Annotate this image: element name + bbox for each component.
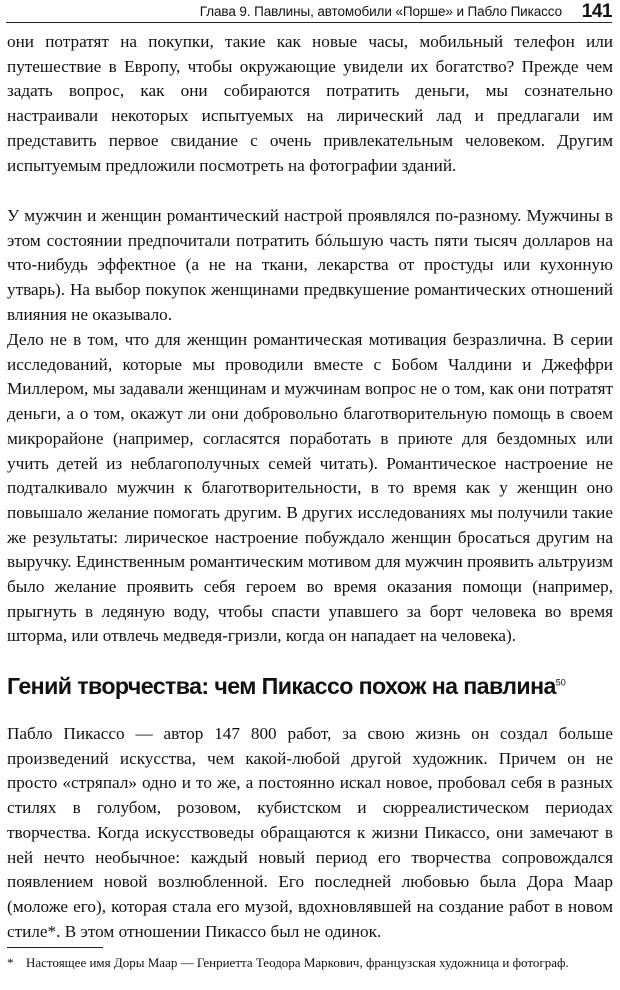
paragraph: они потратят на покупки, такие как новые часы, мобильный телефон или путешествие в Европу, чтобы окружающие увидели их богатство? Прежде чем задать вопрос, как они собираются потратить деньги, мы сознательно настраивали некоторых испытуемых на лирический лад и предлагали им представить первое свидание с очень привлекательным человеком. Другим испытуемым предложили посмотреть на фотографии зданий. — [7, 32, 613, 175]
paragraph: У мужчин и женщин романтический настрой проявлялся по-разному. Мужчины в этом состоянии предпочитали потратить бóльшую часть пяти тысяч долларов на что-нибудь эффектное (а не на ткани, лекарства от простуды или кухонную утварь). На выбор покупок женщинами предвкушение романтических отношений влияния не оказывало. — [7, 206, 613, 324]
footnote — [7, 955, 610, 972]
footnote-divider — [7, 947, 103, 948]
footnote-text: Настоящее имя Доры Маар — Генриетта Теодора Маркович, французская художница и фотограф. — [26, 955, 569, 970]
running-header — [6, 2, 612, 23]
paragraph: Пабло Пикассо — автор 147 800 работ, за свою жизнь он создал больше произведений искусства, чем какой-любой другой художник. Причем он не просто «стряпал» одно и то же, а постоянно искал новое, пробовал себя в разных стилях в голубом, розовом, кубистском и сюрреалистическом периодах творчества. Когда искусствоведы обращаются к жизни Пикассо, они замечают в ней нечто необычное: каждый новый период его творчества сопровождался появлением новой возлюбленной. Его последней любовью была Дора Маар (моложе его), которая стала его музой, вдохновлявшей на создание работ в новом стиле*. В этом отношении Пикассо был не одинок. — [7, 724, 613, 941]
footnote-marker: * — [7, 955, 14, 970]
page-number: 141 — [581, 1, 612, 22]
chapter-title: Глава 9. Павлины, автомобили «Порше» и Пабло Пикассо — [199, 4, 562, 19]
section-heading-text: Гений творчества: чем Пикассо похож на павлина — [7, 673, 556, 699]
section-heading — [7, 673, 613, 700]
paragraph: Дело не в том, что для женщин романтическая мотивация безразлична. В серии исследований, которые мы проводили вместе с Бобом Чалдини и Джеффри Миллером, мы задавали женщинам и мужчинам вопрос не о том, как они потратят деньги, а о том, окажут ли они добровольно благотворительную помощь в своем микрорайоне (например, согласятся поработать в приюте для бездомных или учить детей из неблагополучных семей читать). Романтическое настроение не подталкивало мужчин к благотворительности, в то время как у женщин оно повышало желание помогать другим. В других исследованиях мы получили такие же результаты: лирическое настроение побуждало женщин бросаться другим на выручку. Единственным романтическим мотивом для мужчин проявить альтруизм было желание проявить себя героем во время оказания помощи (например, прыгнуть в ледяную воду, чтобы спасти упавшего за борт человека во время шторма, или отвлечь медведя-гризли, когда он нападает на человека). — [7, 330, 613, 646]
endnote-reference: 50 — [555, 677, 566, 688]
